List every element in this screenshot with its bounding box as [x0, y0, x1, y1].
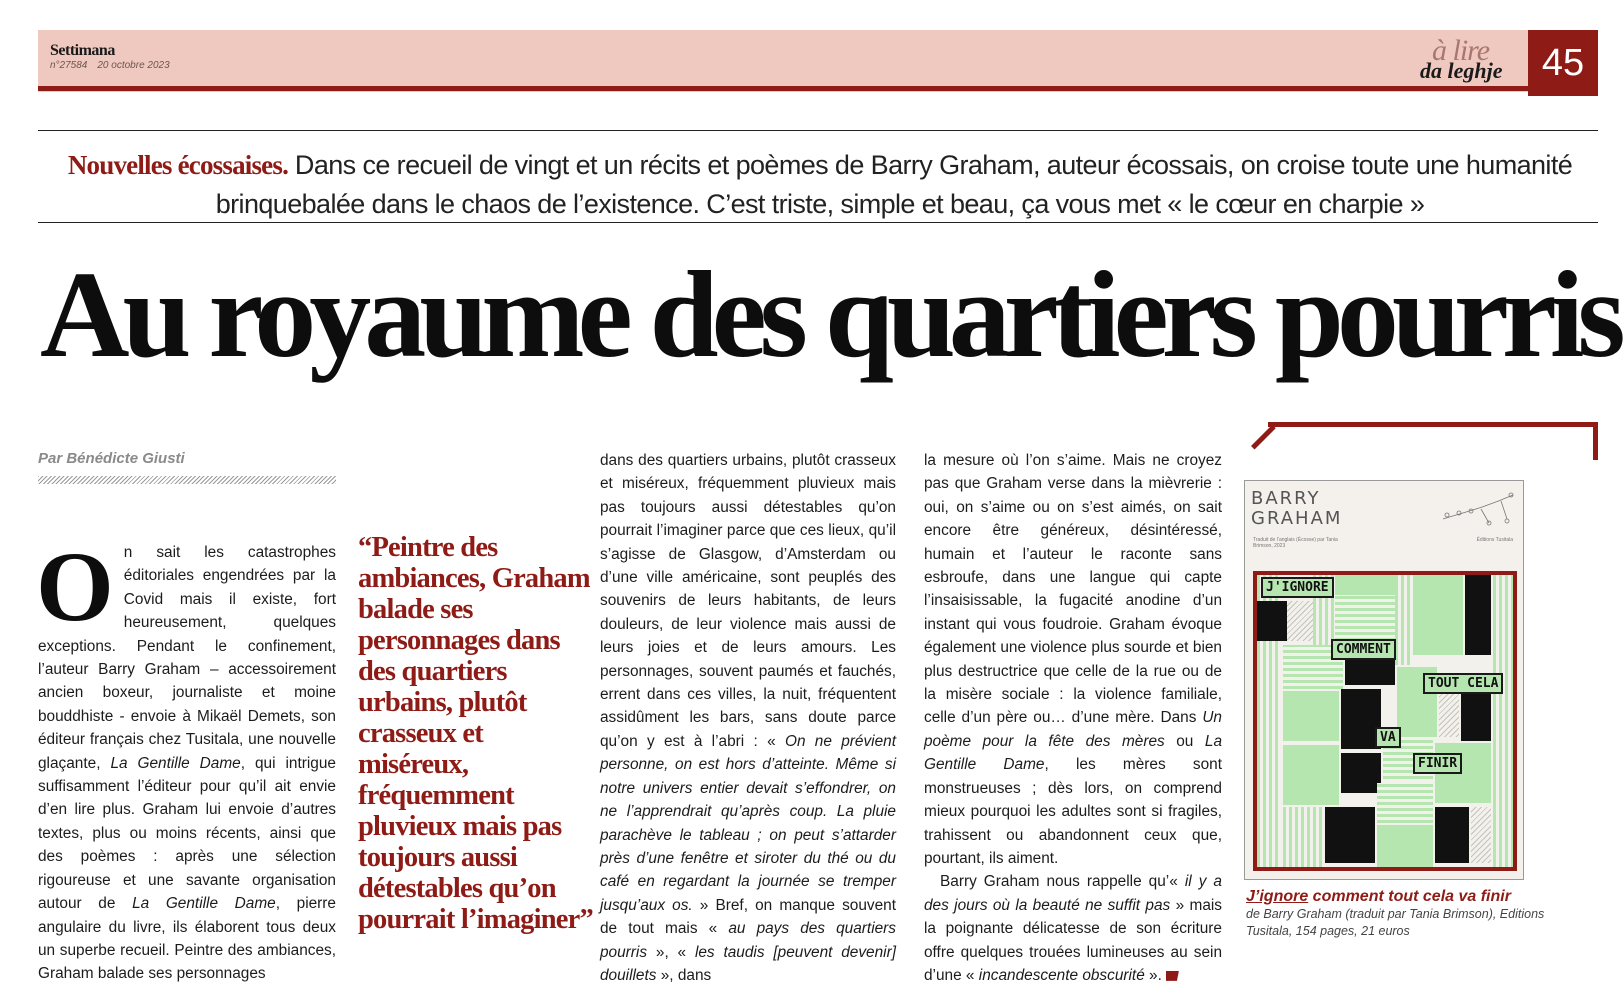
lede-kicker: Nouvelles écossaises.: [67, 150, 289, 180]
article-paragraph: [924, 449, 1222, 870]
quote-run: les taudis [peuvent devenir] douillets: [600, 943, 896, 984]
cover-title-word: J'IGNORE: [1261, 577, 1334, 598]
cover-publisher: Éditions Tusitala: [1476, 537, 1513, 543]
book-title-ref: Un poème pour la fête des mères: [924, 709, 1222, 750]
section-subtitle: da leghje: [1420, 58, 1503, 83]
book-title-ref: La Gentille Dame: [110, 754, 241, 772]
text-run: ».: [1144, 966, 1162, 984]
caption-title-first-word: J’ignore: [1246, 888, 1309, 905]
header-rule: [38, 86, 1528, 91]
text-run: , qui intrigue suffisamment l’éditeur pour qu’il ait envie d’en lire plus. Graham lui envoie d’autres textes, plus ou moins récents, ainsi que des poèmes : après une sélection rigoureuse et une savante organisation autour de: [38, 754, 336, 913]
page-number: 45: [1528, 30, 1598, 96]
cover-author: [1251, 489, 1342, 529]
cover-author-line: BARRY: [1251, 488, 1321, 509]
book-caption-title: [1246, 888, 1511, 906]
text-run: , les mères sont monstrueuses ; dès lors, on comprend mieux pourquoi les adultes sont si fragiles, trahissent ou abandonnent ceux que, pourtant, ils aiment.: [924, 756, 1222, 867]
text-run: la mesure où l’on s’aime. Mais ne croyez pas que Graham verse dans la mièvrerie : oui, on s’aime ou on s’est aimés, on sait encore être généreux, désintéressé, humain et l’auteur le raconte sans esbroufe, dans une langue qui capte l’insaisissable, la fugacité anodine d’un instant qui vous foudroie. Graham évoque également une violence plus sourde et bien plus destructrice que celle de la rue ou de la misère sociale : la violence familiale, celle d’un père ou… d’une mère. Dans: [924, 452, 1222, 727]
article-paragraph: [600, 449, 896, 987]
book-title-ref: La Gentille Dame: [132, 895, 276, 913]
book-cover: [1244, 480, 1524, 880]
quote-run: il y a des jours où la beauté ne suffit pas: [924, 873, 1222, 914]
cover-title-word: COMMENT: [1331, 639, 1396, 660]
cover-title-word: VA: [1375, 727, 1401, 748]
header-band: [38, 30, 1598, 92]
birds-branch-icon: [1441, 489, 1515, 529]
article-column-3: [924, 449, 1222, 987]
caption-title-rest: comment tout cela va finir: [1308, 888, 1511, 905]
lede-text: Dans ce recueil de vingt et un récits et poèmes de Barry Graham, auteur écossais, on croise toute une humanité brinquebalée dans le chaos de l’existence. C’est triste, simple et beau, ça vous met « le cœur en charpie »: [215, 150, 1573, 219]
text-run: » mais la poignante délicatesse de son écriture offre quelques trouées lumineuses au sein d’une «: [924, 896, 1223, 984]
book-frame-corner: [1251, 425, 1276, 450]
lede: [60, 146, 1580, 224]
book-frame-top: [1268, 422, 1598, 427]
text-run: n sait les catastrophes éditoriales engendrées par la Covid mais il existe, fort heureusement, quelques exceptions. Pendant le confinement, l’auteur Barry Graham – accessoirement ancien boxeur, journaliste et moine bouddhiste - envoie à Mikaël Demets, son éditeur français chez Tusitala, une nouvelle glaçante,: [38, 544, 336, 772]
quote-run: au pays des quartiers pourris: [600, 920, 897, 961]
drop-cap: O: [36, 531, 114, 642]
quote-run: incandescente obscurité: [978, 966, 1145, 984]
book-frame-right: [1593, 422, 1598, 460]
end-mark-icon: [1166, 971, 1179, 981]
issue-info: [50, 60, 170, 71]
text-run: », dans: [656, 966, 712, 984]
article-column-2: [600, 449, 896, 987]
article-column-1: [36, 531, 336, 986]
issue-number: n°27584: [50, 60, 88, 71]
cover-translator: Traduit de l’anglais (Écosse) par Tania Brimson, 2023: [1253, 537, 1338, 549]
issue-date: 20 octobre 2023: [97, 60, 170, 71]
book-title-ref: La Gentille Dame: [924, 732, 1223, 774]
cover-title-word: FINIR: [1413, 753, 1462, 774]
lede-bottom-rule: [38, 222, 1598, 223]
text-run: Barry Graham nous rappelle qu’«: [940, 873, 1185, 891]
article-paragraph: [36, 531, 336, 986]
byline-divider: [38, 476, 336, 484]
cover-artwork: [1253, 571, 1517, 871]
text-run: », «: [647, 943, 695, 961]
quote-run: On ne prévient personne, on est hors d’atteinte. Même si notre univers entier devait s’effondrer, on ne l’apprendrait qu’après coup. La pluie parachève le tableau ; on peut s’attarder près d’une fenêtre et siroter du thé ou du café en regardant la journée se tremper jusqu’aux os.: [600, 732, 896, 914]
text-run: » Bref, on manque souvent de tout mais «: [600, 896, 896, 938]
magazine-logo: Settimana: [50, 42, 115, 59]
byline: Par Bénédicte Giusti: [38, 450, 185, 467]
book-caption-detail: de Barry Graham (traduit par Tania Brimson), Editions Tusitala, 154 pages, 21 euros: [1246, 907, 1545, 938]
section-title: à lire: [1432, 34, 1490, 67]
pull-quote: “Peintre des ambiances, Graham balade ses personnages dans des quartiers urbains, plutôt crasseux et miséreux, fréquemment pluvieux mais pas toujours aussi détestables qu’on pourrait l’imaginer”: [358, 532, 593, 935]
headline: Au royaume des quartiers pourris: [40, 246, 1619, 383]
lede-top-rule: [38, 130, 1598, 131]
article-paragraph: [924, 870, 1222, 987]
text-run: dans des quartiers urbains, plutôt crasseux et miséreux, fréquemment pluvieux mais pas toujours aussi détestables qu’on pourrait l’imaginer parce que ces lieux, qu’il s’agisse de Glasgow, d’Amsterdam ou d’une ville américaine, sont peuplés des souvenirs de leurs habitants, de leurs douleurs, de leur violence mais aussi de leurs joies et de leurs amours. Les personnages, souvent paumés et fauchés, errent dans ces villes, la nuit, fréquentent assidûment les bars, sans doute parce qu’on y est à l’abri : «: [600, 452, 896, 750]
cover-author-line: GRAHAM: [1251, 508, 1343, 529]
cover-title-word: TOUT CELA: [1423, 673, 1503, 694]
text-run: ou: [1164, 732, 1205, 750]
text-run: , pierre angulaire du livre, ils élaborent tous deux un superbe recueil. Peintre des ambiances, Graham balade ses personnages: [38, 895, 336, 983]
